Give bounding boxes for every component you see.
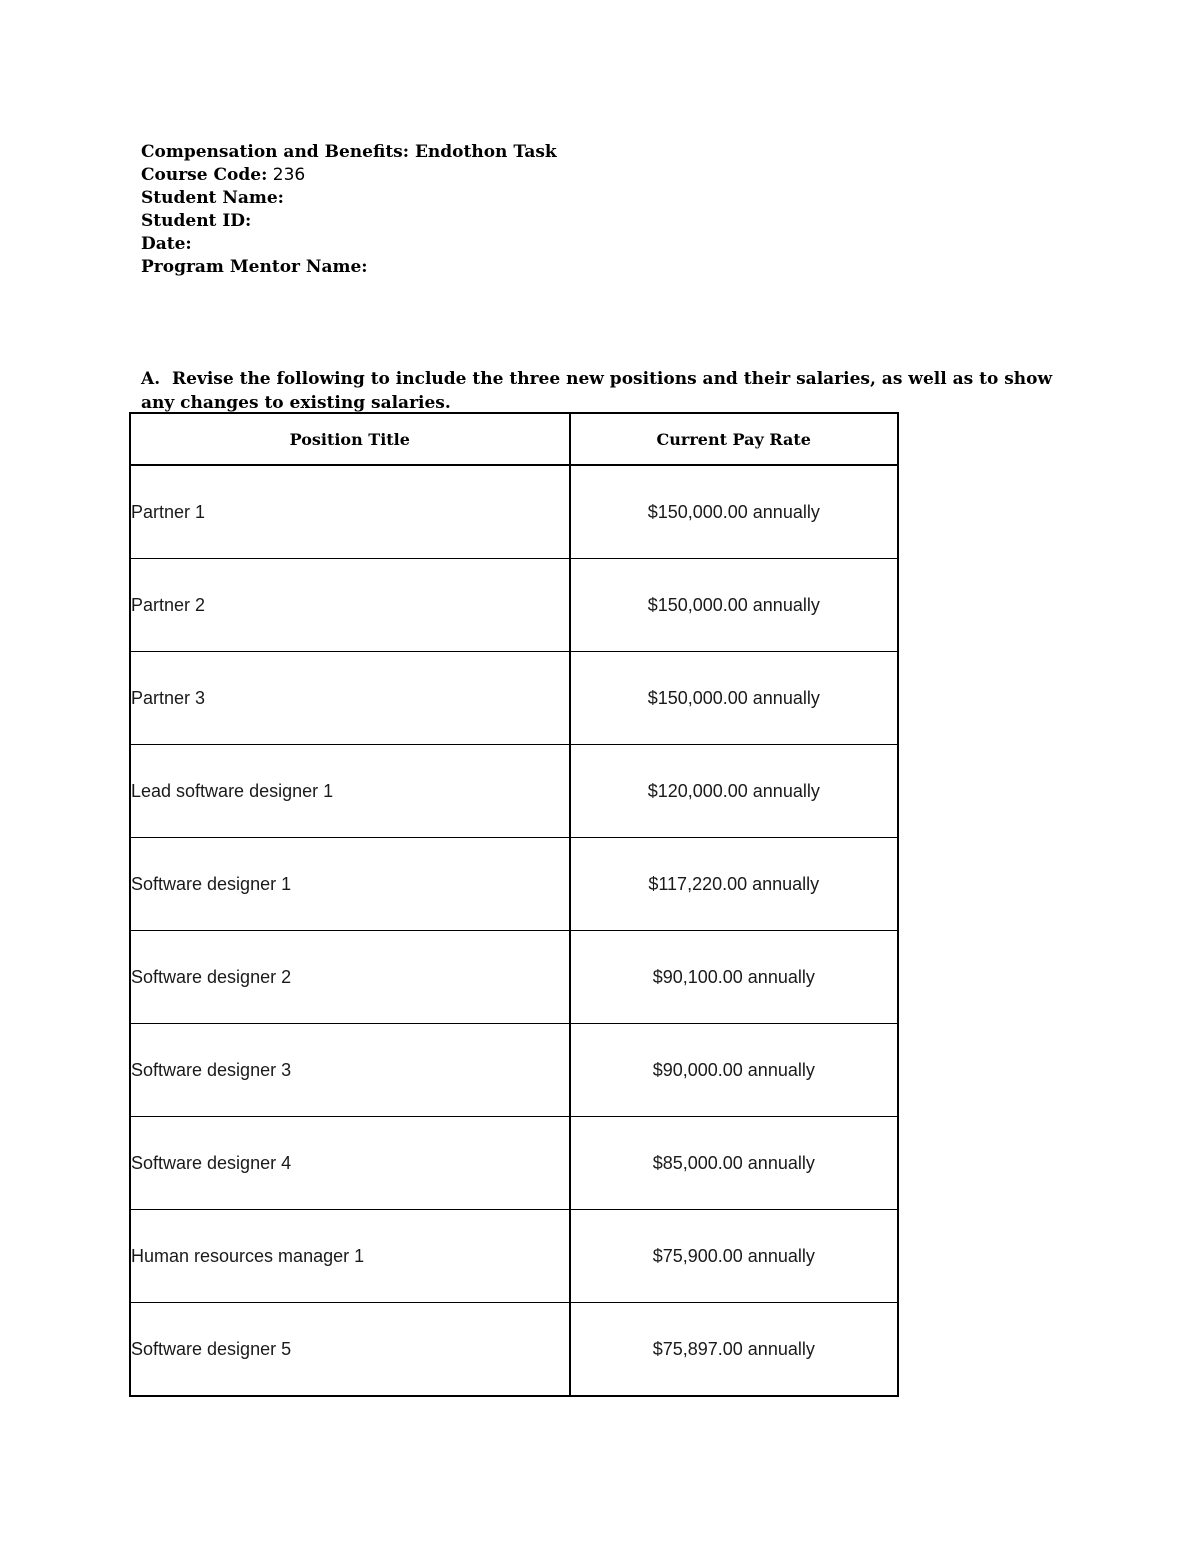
section-a-text: Revise the following to include the three new positions and their salaries, as well as to show any changes to existing salaries. (141, 369, 1053, 413)
student-id-label: Student ID: (141, 211, 252, 231)
pay-rate-cell: $117,220.00 annually (570, 838, 898, 931)
table-row (130, 652, 898, 745)
pay-rate-cell: $90,000.00 annually (570, 1024, 898, 1117)
section-a-instruction (141, 367, 1071, 415)
course-code-value: 236 (272, 165, 306, 185)
table-row (130, 1210, 898, 1303)
mentor-name-label: Program Mentor Name: (141, 257, 368, 277)
position-title-cell: Lead software designer 1 (130, 745, 570, 838)
position-title-cell: Human resources manager 1 (130, 1210, 570, 1303)
course-code-line (141, 164, 557, 187)
position-title-cell: Software designer 3 (130, 1024, 570, 1117)
position-title-cell: Software designer 5 (130, 1303, 570, 1397)
column-header-position-title: Position Title (130, 413, 570, 465)
position-title-cell: Partner 2 (130, 559, 570, 652)
position-title-cell: Software designer 2 (130, 931, 570, 1024)
position-title-cell: Partner 1 (130, 465, 570, 559)
table-row (130, 465, 898, 559)
document-title: Compensation and Benefits: Endothon Task (141, 142, 557, 162)
date-label: Date: (141, 234, 192, 254)
pay-rate-table (129, 412, 899, 1397)
table-row (130, 1024, 898, 1117)
position-title-cell: Partner 3 (130, 652, 570, 745)
pay-rate-cell: $150,000.00 annually (570, 652, 898, 745)
section-a-marker: A. (141, 369, 161, 389)
document-header (141, 141, 557, 279)
pay-rate-cell: $75,900.00 annually (570, 1210, 898, 1303)
position-title-cell: Software designer 1 (130, 838, 570, 931)
pay-rate-cell: $120,000.00 annually (570, 745, 898, 838)
pay-rate-cell: $75,897.00 annually (570, 1303, 898, 1397)
student-name-label: Student Name: (141, 188, 284, 208)
column-header-current-pay-rate: Current Pay Rate (570, 413, 898, 465)
table-row (130, 745, 898, 838)
pay-rate-cell: $150,000.00 annually (570, 465, 898, 559)
pay-rate-cell: $150,000.00 annually (570, 559, 898, 652)
table-row (130, 931, 898, 1024)
pay-rate-cell: $90,100.00 annually (570, 931, 898, 1024)
table-header-row (130, 413, 898, 465)
position-title-cell: Software designer 4 (130, 1117, 570, 1210)
course-code-label: Course Code: (141, 165, 268, 185)
table-row (130, 838, 898, 931)
table-row (130, 1117, 898, 1210)
table-row (130, 1303, 898, 1397)
pay-rate-cell: $85,000.00 annually (570, 1117, 898, 1210)
table-row (130, 559, 898, 652)
